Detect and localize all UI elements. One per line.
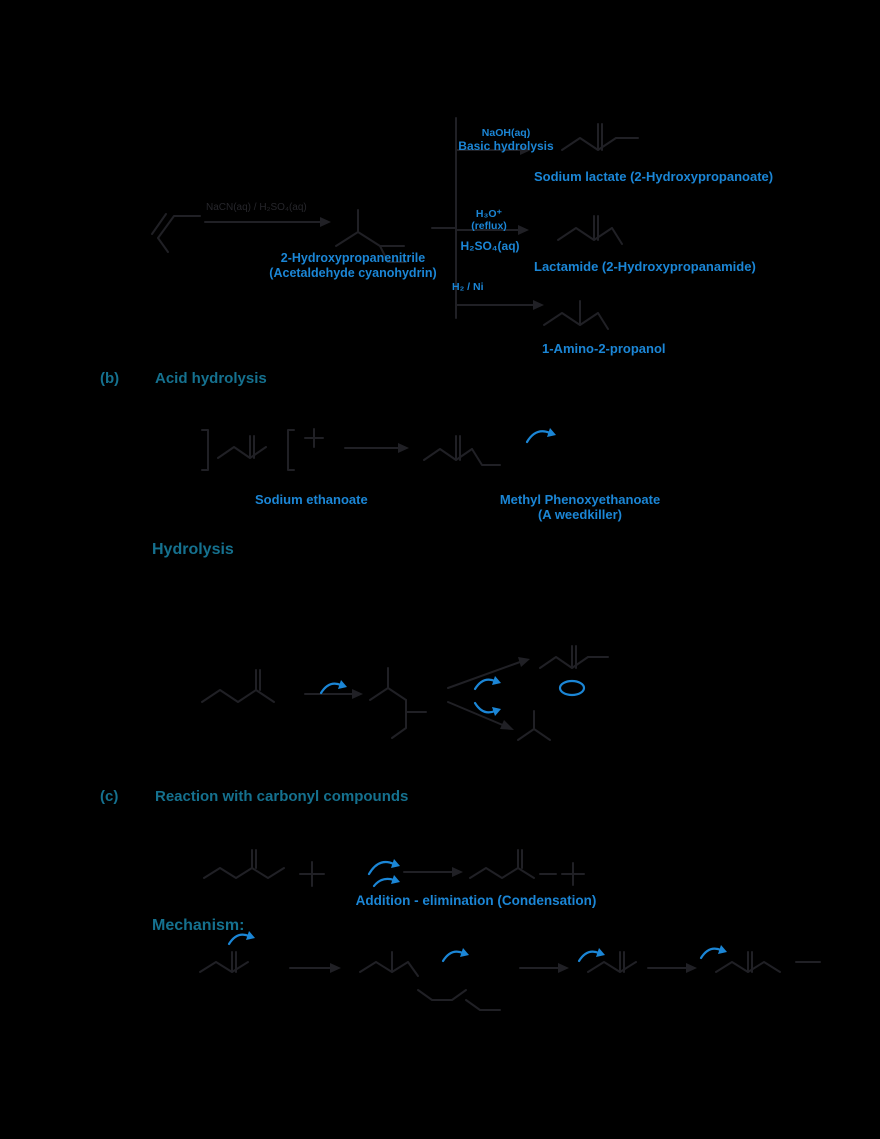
ester-structure [424, 436, 500, 465]
section-c-title: Reaction with carbonyl compounds [155, 788, 409, 805]
branch1-reagent-main: Basic hydrolysis [458, 139, 554, 153]
product1-structure [562, 124, 638, 150]
hydrolysis-subheading: Hydrolysis [152, 541, 234, 558]
product2-name: Lactamide (2-Hydroxypropanamide) [534, 259, 756, 274]
ester-name-line1: Methyl Phenoxyethanoate [499, 492, 661, 507]
cyanohydrin-name-line1: 2-Hydroxypropanenitrile [280, 251, 426, 265]
product1-name: Sodium lactate (2-Hydroxypropanoate) [534, 169, 774, 184]
curly-arrow-icon [698, 943, 728, 963]
branch2-reagent-line2: (reflux) [471, 220, 507, 232]
intermediate-structure [370, 668, 426, 738]
product2-structure [558, 216, 622, 244]
ester-name-line2: (A weedkiller) [537, 507, 623, 522]
section-b-title: Acid hydrolysis [155, 370, 267, 387]
arrow-reagent-text: NaCN(aq) / H₂SO₄(aq) [206, 202, 307, 213]
highlight-ellipse-icon [558, 679, 586, 697]
product3-name: 1-Amino-2-propanol [542, 341, 666, 356]
branch3-reagent: H₂ / Ni [452, 281, 484, 293]
section-b-marker: (b) [100, 370, 120, 387]
hydrolysis-substrate-structure [202, 670, 274, 702]
section-c-marker: (c) [100, 788, 119, 805]
carbonyl-substrate-structure [204, 850, 324, 886]
branch1-reagent-small: NaOH(aq) [481, 127, 531, 139]
ethanal-structure [152, 214, 200, 252]
branch2-reagent-below: H₂SO₄(aq) [460, 239, 520, 253]
cyanohydrin-name [262, 251, 444, 281]
curly-arrow-icon [576, 946, 606, 966]
hydrolysis-product-top-structure [540, 646, 608, 668]
curly-arrow-icon [318, 678, 348, 698]
curly-arrow-icon [226, 929, 256, 949]
curly-arrow-icon [472, 698, 502, 718]
cyanohydrin-name-line2: (Acetaldehyde cyanohydrin) [269, 266, 437, 280]
branch2-reagent [458, 208, 520, 232]
hydrolysis-product-bottom-structure [518, 711, 550, 740]
ester-name [490, 492, 670, 522]
condensation-product-structure [470, 850, 584, 885]
curly-arrow-icon [472, 674, 502, 694]
branch1-reagent [452, 127, 560, 154]
sodium-salt-structure [202, 429, 323, 470]
curly-arrow-icon [372, 874, 400, 890]
product3-structure [544, 301, 608, 329]
sodium-salt-name: Sodium ethanoate [255, 492, 368, 507]
mechanism-heading: Mechanism: [152, 917, 245, 934]
reaction-type-label: Addition - elimination (Condensation) [355, 893, 597, 908]
branch2-reagent-line1: H₃O⁺ [475, 208, 503, 220]
curly-arrow-icon [524, 425, 558, 447]
curly-arrow-icon [440, 946, 470, 966]
